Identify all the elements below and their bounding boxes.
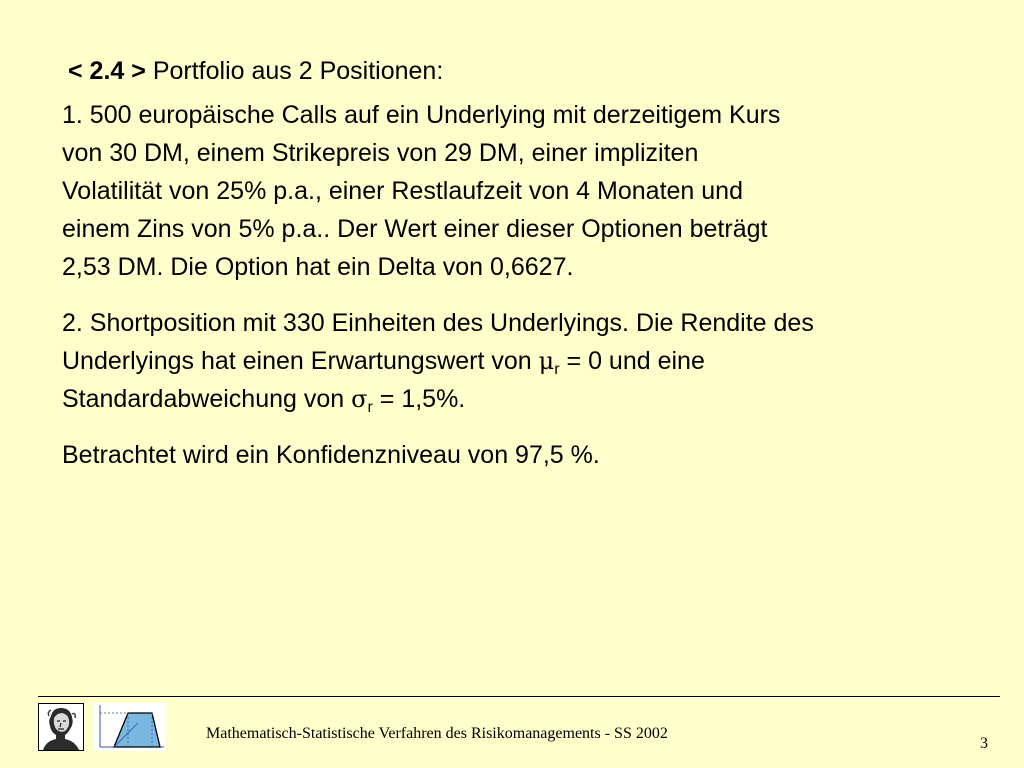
- item-2-line-1: 2. Shortposition mit 330 Einheiten des Underlyings. Die Rendite des: [62, 309, 814, 337]
- list-item-calls: [62, 96, 1012, 286]
- footer-divider: [38, 696, 1000, 697]
- trapezoid-chart-logo-icon: [94, 703, 166, 751]
- item-2-line-3-after: = 1,5%.: [372, 385, 466, 413]
- mu-symbol: μ: [538, 347, 555, 375]
- heading-text: Portfolio aus 2 Positionen:: [152, 57, 444, 85]
- portrait-logo-icon: [38, 703, 84, 751]
- slide-heading: [68, 52, 1012, 90]
- item-2-line-2-before: Underlyings hat einen Erwartungswert von: [62, 347, 539, 375]
- sigma-symbol: σ: [351, 385, 368, 413]
- page-number: 3: [980, 735, 988, 752]
- item-1-line-4: einem Zins von 5% p.a.. Der Wert einer dieser Optionen beträgt: [62, 215, 768, 243]
- item-1-line-3: Volatilität von 25% p.a., einer Restlaufzeit von 4 Monaten und: [62, 177, 743, 205]
- item-2-line-3-before: Standardabweichung von: [62, 385, 352, 413]
- mu-subscript: r: [554, 361, 560, 378]
- list-item-shortposition: [62, 304, 1012, 418]
- course-title: Mathematisch-Statistische Verfahren des Risikomanagements - SS 2002: [206, 725, 668, 742]
- item-2-line-2-after: = 0 und eine: [559, 347, 705, 375]
- confidence-statement: Betrachtet wird ein Konfidenzniveau von 97,5 %.: [62, 441, 600, 469]
- item-1-line-5: 2,53 DM. Die Option hat ein Delta von 0,6627.: [62, 253, 574, 281]
- item-1-line-2: von 30 DM, einem Strikepreis von 29 DM, einer impliziten: [62, 139, 699, 167]
- item-1-line-1: 1. 500 europäische Calls auf ein Underlying mit derzeitigem Kurs: [62, 101, 781, 129]
- section-number: < 2.4 >: [68, 57, 146, 85]
- slide-content: [62, 52, 1012, 474]
- sigma-subscript: r: [367, 399, 373, 416]
- item-2-line-3: [62, 380, 1012, 418]
- item-2-line-2: [62, 342, 1012, 380]
